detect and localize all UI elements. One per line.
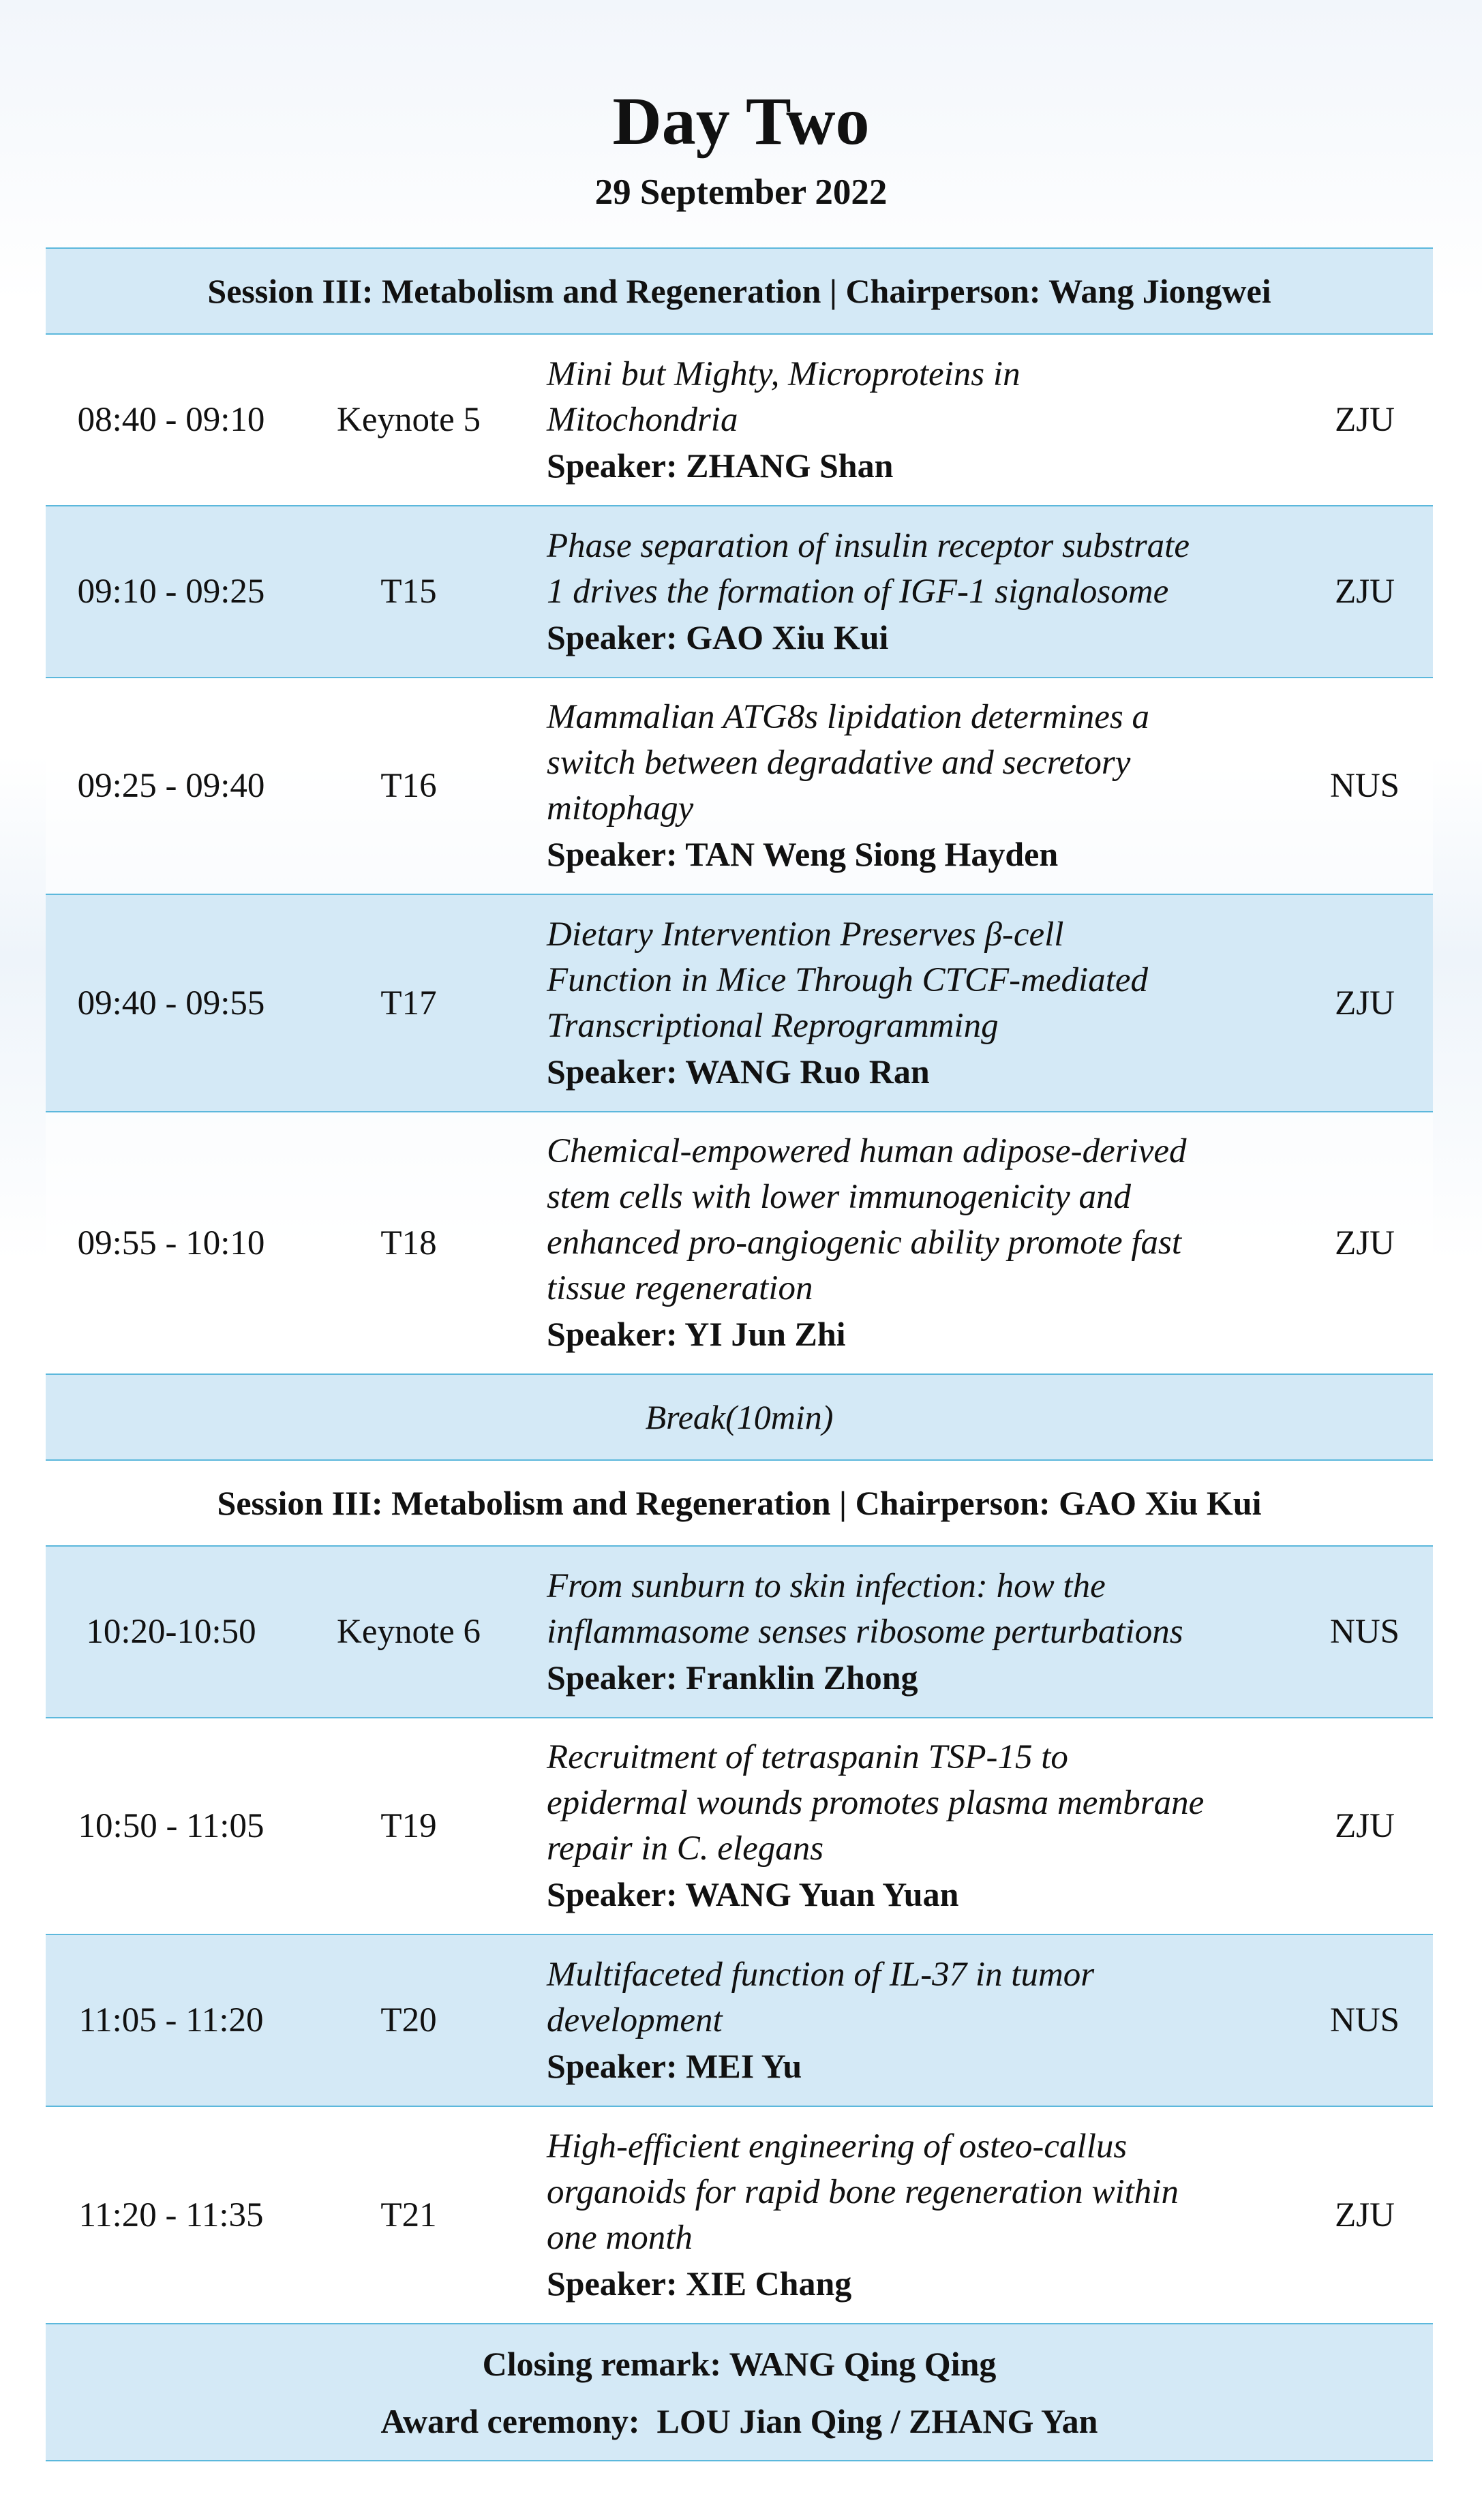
talk-institution: ZJU xyxy=(1335,573,1395,611)
talk-title: Mini but Mighty, Microproteins in Mitochondria xyxy=(547,354,1020,439)
talk-speaker: Speaker: WANG Yuan Yuan xyxy=(547,1875,959,1913)
page-date: 29 September 2022 xyxy=(594,172,888,212)
talk-time: 09:55 - 10:10 xyxy=(77,1224,265,1262)
award-ceremony: Award ceremony: LOU Jian Qing / ZHANG Yan xyxy=(380,2401,1098,2440)
talk-institution: ZJU xyxy=(1335,984,1395,1022)
talk-speaker: Speaker: MEI Yu xyxy=(547,2046,802,2085)
talk-speaker: Speaker: TAN Weng Siong Hayden xyxy=(547,835,1059,873)
talk-code: T16 xyxy=(380,767,437,805)
talk-time: 10:20-10:50 xyxy=(86,1613,256,1651)
talk-time: 10:50 - 11:05 xyxy=(78,1807,264,1845)
talk-row xyxy=(46,2107,1433,2324)
talk-time: 09:40 - 09:55 xyxy=(77,984,265,1022)
talk-title: Phase separation of insulin receptor substrate 1 drives the formation of IGF-1 signalosome xyxy=(547,526,1190,611)
talk-details xyxy=(533,912,1297,1095)
talk-speaker: Speaker: ZHANG Shan xyxy=(547,446,894,485)
session-header-label: Session III: Metabolism and Regeneration | Chairperson: Wang Jiongwei xyxy=(207,272,1271,310)
page-title: Day Two xyxy=(612,83,870,159)
talk-details xyxy=(533,1735,1297,1917)
talk-title: Dietary Intervention Preserves β-cell Function in Mice Through CTCF-mediated Transcriptional Reprogramming xyxy=(547,915,1149,1045)
talk-title: Mammalian ATG8s lipidation determines a switch between degradative and secretory mitophagy xyxy=(547,698,1149,828)
talk-row xyxy=(46,895,1433,1112)
talk-institution: NUS xyxy=(1329,2001,1400,2039)
talk-institution: ZJU xyxy=(1335,2196,1395,2234)
session-header xyxy=(46,1461,1433,1547)
schedule-table xyxy=(46,247,1433,2461)
talk-time: 11:05 - 11:20 xyxy=(78,2001,264,2039)
talk-time: 08:40 - 09:10 xyxy=(77,401,265,439)
talk-details xyxy=(533,1129,1297,1357)
talk-institution: NUS xyxy=(1329,767,1400,805)
talk-row xyxy=(46,1935,1433,2107)
talk-code: T19 xyxy=(380,1807,437,1845)
talk-details xyxy=(533,695,1297,877)
talk-title: Chemical-empowered human adipose-derived stem cells with lower immunogenicity and enhanced pro-angiogenic ability promote fast tissue regeneration xyxy=(547,1132,1187,1307)
talk-row xyxy=(46,1112,1433,1375)
break-label: Break(10min) xyxy=(645,1398,834,1436)
talk-time: 09:25 - 09:40 xyxy=(77,767,265,805)
closing-row xyxy=(46,2324,1433,2461)
talk-row xyxy=(46,1718,1433,1935)
talk-institution: NUS xyxy=(1329,1613,1400,1651)
talk-row xyxy=(46,506,1433,678)
talk-speaker: Speaker: Franklin Zhong xyxy=(547,1658,918,1697)
talk-row xyxy=(46,1547,1433,1718)
talk-code: T18 xyxy=(380,1224,437,1262)
talk-row xyxy=(46,678,1433,895)
talk-title: Multifaceted function of IL-37 in tumor development xyxy=(547,1955,1095,2039)
talk-details xyxy=(533,1952,1297,2089)
closing-remark: Closing remark: WANG Qing Qing xyxy=(482,2344,997,2383)
talk-code: T21 xyxy=(380,2196,437,2234)
talk-title: High-efficient engineering of osteo-callus organoids for rapid bone regeneration within one month xyxy=(547,2127,1179,2257)
talk-code: Keynote 6 xyxy=(336,1613,481,1651)
talk-time: 11:20 - 11:35 xyxy=(78,2196,264,2234)
talk-code: T20 xyxy=(380,2001,437,2039)
session-header xyxy=(46,249,1433,335)
break-row xyxy=(46,1375,1433,1461)
talk-details xyxy=(533,2124,1297,2307)
talk-details xyxy=(533,523,1297,661)
talk-speaker: Speaker: GAO Xiu Kui xyxy=(547,618,889,656)
talk-title: From sunburn to skin infection: how the inflammasome senses ribosome perturbations xyxy=(547,1566,1183,1651)
session-header-label: Session III: Metabolism and Regeneration | Chairperson: GAO Xiu Kui xyxy=(217,1484,1262,1522)
talk-title: Recruitment of tetraspanin TSP-15 to epidermal wounds promotes plasma membrane repair in C. elegans xyxy=(547,1738,1205,1868)
talk-code: T15 xyxy=(380,573,437,611)
talk-speaker: Speaker: WANG Ruo Ran xyxy=(547,1052,930,1091)
talk-details xyxy=(533,352,1297,489)
talk-institution: ZJU xyxy=(1335,401,1395,439)
talk-speaker: Speaker: YI Jun Zhi xyxy=(547,1315,846,1353)
talk-speaker: Speaker: XIE Chang xyxy=(547,2264,852,2303)
talk-code: Keynote 5 xyxy=(336,401,481,439)
talk-details xyxy=(533,1564,1297,1701)
talk-institution: ZJU xyxy=(1335,1807,1395,1845)
talk-row xyxy=(46,335,1433,506)
talk-time: 09:10 - 09:25 xyxy=(77,573,265,611)
talk-code: T17 xyxy=(380,984,437,1022)
talk-institution: ZJU xyxy=(1335,1224,1395,1262)
